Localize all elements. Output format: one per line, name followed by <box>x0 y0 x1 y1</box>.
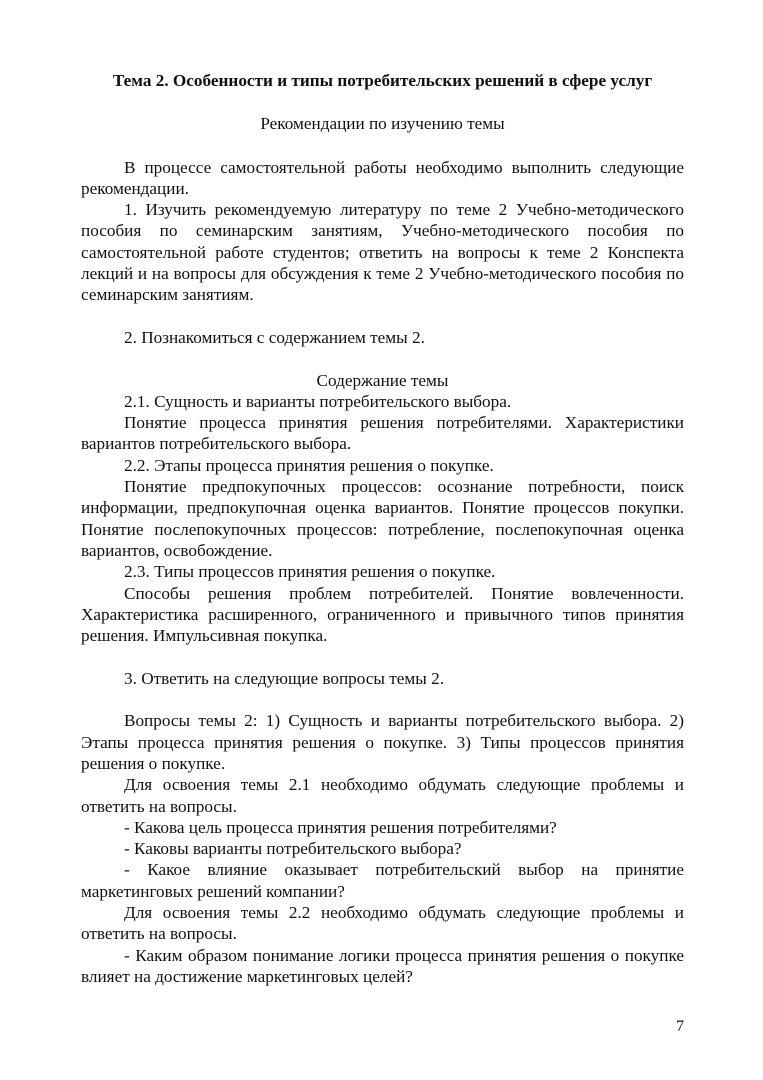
step-2-paragraph: 2. Познакомиться с содержанием темы 2. <box>124 327 425 347</box>
content-item: Способы решения проблем потребителей. Понятие вовлеченности. Характеристика расширенного, ограниченного и привычного типов принятия решения. Импульсивная покупка. <box>81 583 684 646</box>
page-number: 7 <box>676 1018 684 1035</box>
question-paragraph: Для освоения темы 2.2 необходимо обдумать следующие проблемы и ответить на вопросы. <box>81 902 684 944</box>
step-3-paragraph: 3. Ответить на следующие вопросы темы 2. <box>124 668 445 688</box>
step-1-paragraph: 1. Изучить рекомендуемую литературу по теме 2 Учебно-методического пособия по семинарским занятиям, Учебно-методического пособия по самостоятельной работе студентов; ответить на вопросы к теме 2 Конспекта лекций и на вопросы для обсуждения к теме 2 Учебно-методического пособия по семинарским занятиям. <box>81 200 684 305</box>
content-item: 2.2. Этапы процесса принятия решения о покупке. <box>124 455 494 475</box>
content-item: 2.1. Сущность и варианты потребительского выбора. <box>124 391 512 411</box>
question-paragraph: - Каким образом понимание логики процесса принятия решения о покупке влияет на достижение маркетинговых целей? <box>81 945 684 986</box>
content-item: Понятие предпокупочных процессов: осознание потребности, поиск информации, предпокупочная оценка вариантов. Понятие процессов покупки. Понятие послепокупочных процессов: потребление, послепокупочная оценка вариантов, освобождение. <box>81 477 684 560</box>
content-heading: Содержание темы <box>316 370 449 390</box>
intro-paragraph: В процессе самостоятельной работы необходимо выполнить следующие рекомендации. <box>81 157 684 198</box>
topic-title: Тема 2. Особенности и типы потребительских решений в сфере услуг <box>112 71 653 90</box>
recommendations-heading: Рекомендации по изучению темы <box>260 114 505 134</box>
question-paragraph: Вопросы темы 2: 1) Сущность и варианты потребительского выбора. 2) Этапы процесса принятия решения о покупке. 3) Типы процессов принятия решения о покупке. <box>81 711 684 773</box>
document-page <box>81 70 684 987</box>
content-item: 2.3. Типы процессов принятия решения о покупке. <box>124 562 496 582</box>
content-item: Понятие процесса принятия решения потребителями. Характеристики вариантов потребительского выбора. <box>81 413 684 454</box>
question-paragraph: - Какова цель процесса принятия решения потребителями? <box>124 817 557 837</box>
question-paragraph: - Какое влияние оказывает потребительский выбор на принятие маркетинговых решений компании? <box>81 860 684 901</box>
question-paragraph: Для освоения темы 2.1 необходимо обдумать следующие проблемы и ответить на вопросы. <box>81 775 684 816</box>
question-paragraph: - Каковы варианты потребительского выбора? <box>124 839 462 859</box>
